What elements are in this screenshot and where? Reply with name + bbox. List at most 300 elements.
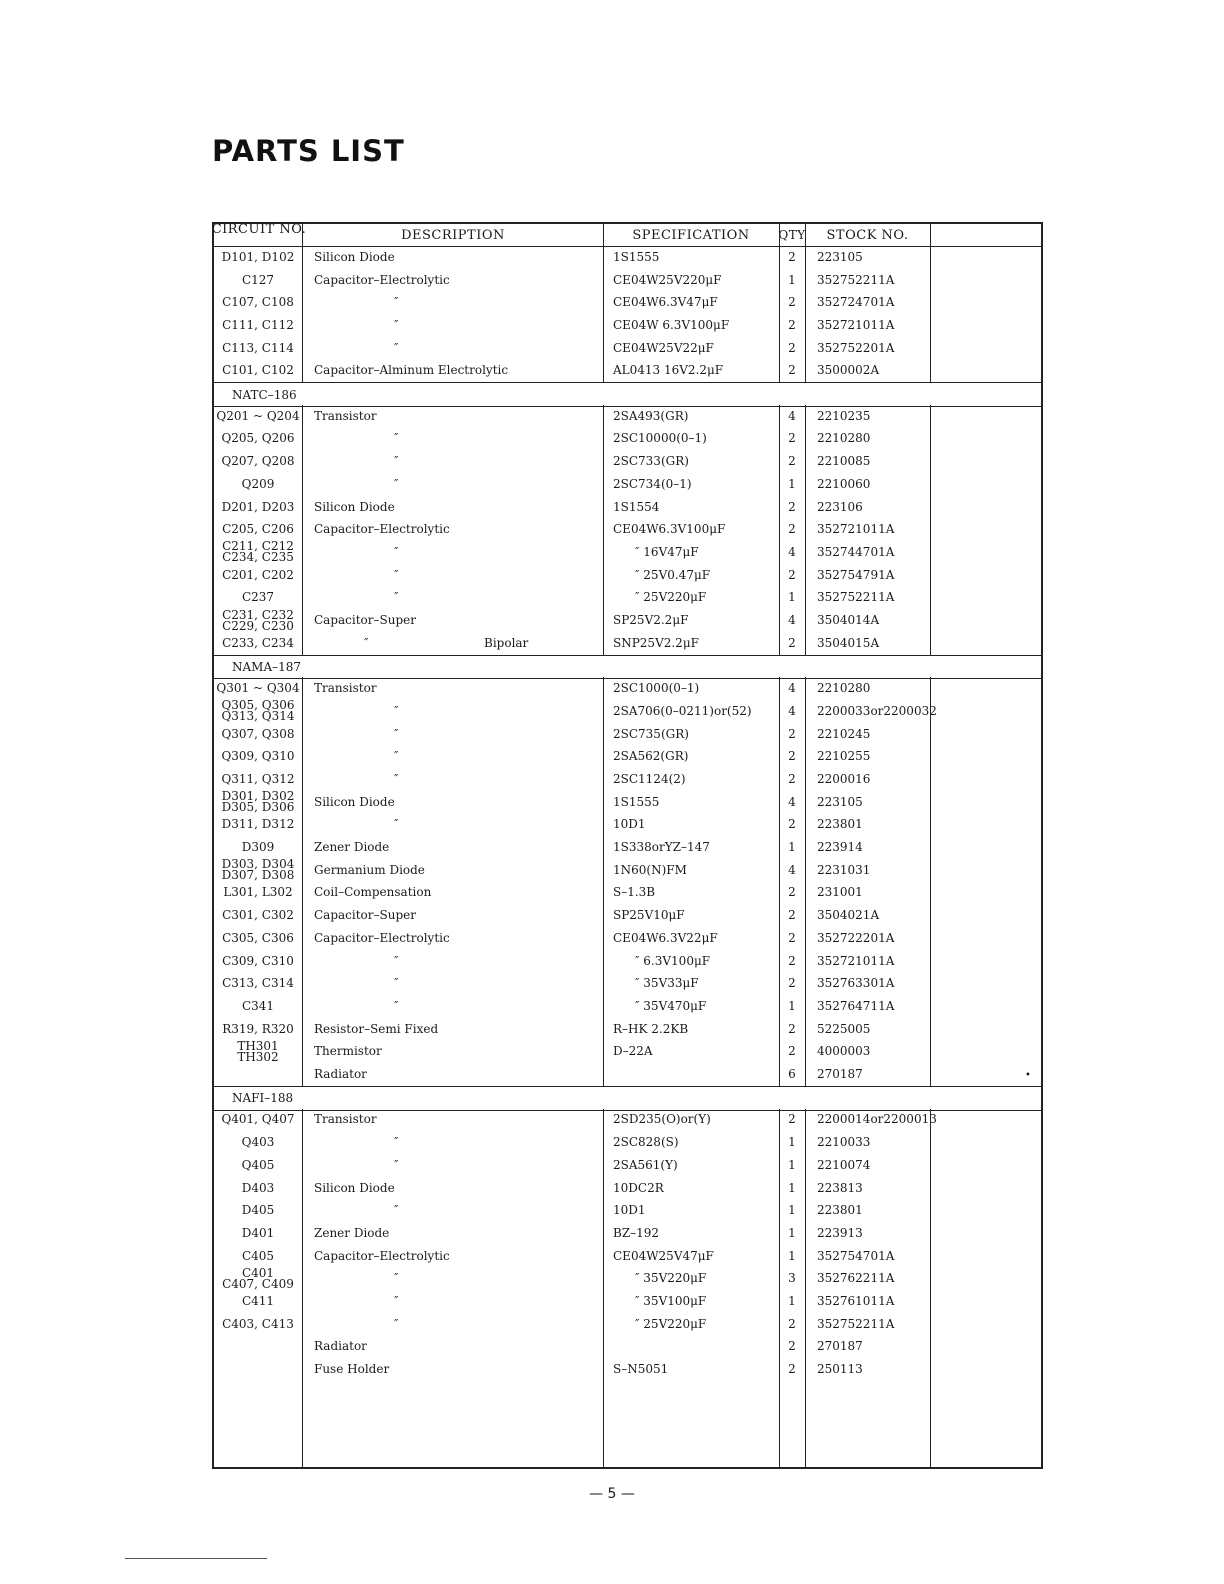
stock-no: 2200014or2200013 bbox=[817, 1112, 937, 1127]
circuit-no-line1: D405 bbox=[241, 1203, 275, 1218]
specification bbox=[613, 1336, 783, 1359]
description-text: Resistor–Semi Fixed bbox=[314, 1021, 439, 1036]
column-rule bbox=[302, 405, 303, 655]
description bbox=[314, 1336, 599, 1359]
qty: 2 bbox=[788, 1044, 796, 1059]
specification-text: CE04W25V47μF bbox=[613, 1248, 714, 1263]
stock-no: 2210255 bbox=[817, 749, 871, 764]
circuit-no-line1: Q401, Q407 bbox=[221, 1112, 295, 1127]
table-row bbox=[214, 291, 1041, 314]
description bbox=[314, 972, 599, 995]
description-text: Capacitor–Super bbox=[314, 613, 416, 628]
specification bbox=[613, 1222, 783, 1245]
circuit-no-line1: Q307, Q308 bbox=[221, 726, 295, 741]
qty: 1 bbox=[788, 1180, 796, 1195]
qty: 4 bbox=[788, 862, 796, 877]
circuit-no-line1: C201, C202 bbox=[222, 567, 294, 582]
table-row bbox=[214, 927, 1041, 950]
stock-no: 352722201A bbox=[817, 930, 895, 945]
circuit-no-line2: Q313, Q314 bbox=[221, 709, 295, 724]
circuit-no bbox=[214, 1245, 302, 1268]
circuit-no-line1: C231, C232 bbox=[222, 607, 294, 622]
stock-no: 2210074 bbox=[817, 1157, 871, 1172]
circuit-no-line1: D309 bbox=[241, 840, 275, 855]
description bbox=[314, 950, 599, 973]
qty: 1 bbox=[788, 272, 796, 287]
specification-text: 10DC2R bbox=[613, 1180, 664, 1195]
description bbox=[314, 450, 599, 473]
specification-text: 10D1 bbox=[613, 1203, 646, 1218]
stock-no: 3500002A bbox=[817, 363, 880, 378]
description-text: ″ bbox=[394, 567, 399, 582]
circuit-no-line1: C301, C302 bbox=[222, 908, 294, 923]
section-label-row bbox=[214, 382, 1041, 407]
description-text: ″ bbox=[394, 998, 399, 1013]
circuit-no bbox=[214, 677, 302, 700]
description-text: Capacitor–Electrolytic bbox=[314, 272, 450, 287]
circuit-no-line1: C113, C114 bbox=[222, 340, 294, 355]
table-row bbox=[214, 859, 1041, 882]
circuit-no-line1: C401 bbox=[241, 1265, 275, 1280]
table-row bbox=[214, 1358, 1041, 1381]
description bbox=[314, 246, 599, 269]
description-text: ″ bbox=[394, 726, 399, 741]
circuit-no-line1: D403 bbox=[241, 1180, 275, 1195]
column-rule bbox=[603, 677, 604, 1086]
specification bbox=[613, 405, 783, 428]
qty: 2 bbox=[788, 1021, 796, 1036]
table-row bbox=[214, 314, 1041, 337]
circuit-no-line1: D201, D203 bbox=[221, 499, 295, 514]
footer-rule bbox=[125, 1558, 267, 1559]
specification-text: 2SA561(Y) bbox=[613, 1157, 678, 1172]
table-row bbox=[214, 1290, 1041, 1313]
table-row bbox=[214, 995, 1041, 1018]
specification-text: SNP25V2.2μF bbox=[613, 635, 699, 650]
description bbox=[314, 859, 599, 882]
circuit-no-line1: C341 bbox=[241, 998, 275, 1013]
specification bbox=[613, 609, 783, 632]
specification bbox=[613, 1041, 783, 1064]
column-rule bbox=[779, 405, 780, 655]
circuit-no bbox=[214, 291, 302, 314]
table-row bbox=[214, 950, 1041, 973]
specification-text: ″ 35V470μF bbox=[635, 998, 707, 1013]
table-row bbox=[214, 1063, 1041, 1086]
description-text: Silicon Diode bbox=[314, 499, 395, 514]
column-rule bbox=[779, 224, 780, 382]
description-text: ″ bbox=[394, 431, 399, 446]
description bbox=[314, 291, 599, 314]
description-text: Coil–Compensation bbox=[314, 885, 432, 900]
circuit-no bbox=[214, 541, 302, 564]
parts-table bbox=[212, 222, 1043, 1469]
circuit-no-line1: C107, C108 bbox=[222, 295, 294, 310]
description bbox=[314, 587, 599, 610]
header-stock-no: STOCK NO. bbox=[826, 227, 909, 243]
table-row bbox=[214, 541, 1041, 564]
stock-no: 231001 bbox=[817, 885, 863, 900]
qty: 2 bbox=[788, 1339, 796, 1354]
circuit-no-line1: Q205, Q206 bbox=[221, 431, 295, 446]
stock-no: 352721011A bbox=[817, 953, 895, 968]
specification-text: CE04W6.3V47μF bbox=[613, 295, 718, 310]
circuit-no-line1: L301, L302 bbox=[223, 885, 293, 900]
table-row bbox=[214, 723, 1041, 746]
circuit-no-line1: Q207, Q208 bbox=[221, 454, 295, 469]
page-title: PARTS LIST bbox=[212, 134, 405, 168]
specification-text: 10D1 bbox=[613, 817, 646, 832]
circuit-no bbox=[214, 337, 302, 360]
column-rule bbox=[302, 1109, 303, 1467]
qty: 6 bbox=[788, 1067, 796, 1082]
description bbox=[314, 1177, 599, 1200]
description-text: Radiator bbox=[314, 1339, 367, 1354]
circuit-no bbox=[214, 768, 302, 791]
specification bbox=[613, 677, 783, 700]
description bbox=[314, 1199, 599, 1222]
stock-no: 352744701A bbox=[817, 544, 895, 559]
specification bbox=[613, 927, 783, 950]
circuit-no bbox=[214, 745, 302, 768]
description-text: ″ bbox=[394, 1271, 399, 1286]
stock-no: 223914 bbox=[817, 840, 863, 855]
table-row bbox=[214, 1177, 1041, 1200]
specification bbox=[613, 246, 783, 269]
circuit-no bbox=[214, 1018, 302, 1041]
circuit-no-line1: D311, D312 bbox=[221, 817, 295, 832]
circuit-no bbox=[214, 972, 302, 995]
table-row bbox=[214, 632, 1041, 655]
description-text: Fuse Holder bbox=[314, 1362, 390, 1377]
circuit-no bbox=[214, 927, 302, 950]
qty: 2 bbox=[788, 249, 796, 264]
description bbox=[314, 1154, 599, 1177]
description-text: ″ bbox=[394, 340, 399, 355]
specification-text: 2SC828(S) bbox=[613, 1135, 679, 1150]
qty: 3 bbox=[788, 1271, 796, 1286]
specification bbox=[613, 1131, 783, 1154]
qty: 2 bbox=[788, 522, 796, 537]
circuit-no-line1: C237 bbox=[241, 590, 275, 605]
stock-no: 223801 bbox=[817, 1203, 863, 1218]
table-row bbox=[214, 1038, 1041, 1064]
stock-no: 250113 bbox=[817, 1362, 863, 1377]
specification-text: CE04W25V220μF bbox=[613, 272, 722, 287]
section-label: NATC–186 bbox=[232, 387, 297, 402]
specification bbox=[613, 836, 783, 859]
circuit-no bbox=[214, 314, 302, 337]
specification bbox=[613, 791, 783, 814]
column-rule bbox=[603, 405, 604, 655]
description-text: Zener Diode bbox=[314, 1225, 390, 1240]
qty: 1 bbox=[788, 1157, 796, 1172]
stock-no: 2200033or2200032 bbox=[817, 703, 937, 718]
circuit-no-line1: Q305, Q306 bbox=[221, 698, 295, 713]
qty: 2 bbox=[788, 317, 796, 332]
description-text: Radiator bbox=[314, 1067, 367, 1082]
qty: 4 bbox=[788, 703, 796, 718]
specification bbox=[613, 1268, 783, 1291]
table-row bbox=[214, 1199, 1041, 1222]
section-label-row bbox=[214, 655, 1041, 680]
qty: 2 bbox=[788, 771, 796, 786]
column-rule bbox=[805, 1109, 806, 1467]
specification bbox=[613, 450, 783, 473]
stock-no: 352752211A bbox=[817, 272, 895, 287]
specification-text: 1S1555 bbox=[613, 249, 660, 264]
specification-text: CE04W 6.3V100μF bbox=[613, 317, 730, 332]
table-row bbox=[214, 587, 1041, 610]
circuit-no-line1: Q311, Q312 bbox=[221, 771, 295, 786]
specification-text: CE04W25V22μF bbox=[613, 340, 714, 355]
circuit-no-line2: C407, C409 bbox=[222, 1276, 294, 1291]
description-text: ″ bbox=[394, 953, 399, 968]
qty: 4 bbox=[788, 794, 796, 809]
description bbox=[314, 541, 599, 564]
circuit-no-line1: D301, D302 bbox=[221, 789, 295, 804]
qty: 2 bbox=[788, 635, 796, 650]
specification-text: S–1.3B bbox=[613, 885, 656, 900]
circuit-no bbox=[214, 700, 302, 723]
table-row bbox=[214, 791, 1041, 814]
circuit-no-line1: TH301 bbox=[237, 1038, 279, 1053]
circuit-no-line1: C111, C112 bbox=[222, 317, 294, 332]
table-row bbox=[214, 904, 1041, 927]
column-rule bbox=[930, 405, 931, 655]
qty: 4 bbox=[788, 681, 796, 696]
circuit-no-line1: Q309, Q310 bbox=[221, 749, 295, 764]
stock-no: 4000003 bbox=[817, 1044, 871, 1059]
description-text: ″ bbox=[394, 817, 399, 832]
circuit-no bbox=[214, 1131, 302, 1154]
specification-text: ″ 35V33μF bbox=[635, 976, 699, 991]
table-row bbox=[214, 450, 1041, 473]
circuit-no bbox=[214, 1109, 302, 1132]
circuit-no-line1: C211, C212 bbox=[222, 539, 294, 554]
qty: 2 bbox=[788, 454, 796, 469]
specification bbox=[613, 882, 783, 905]
specification bbox=[613, 1177, 783, 1200]
table-row bbox=[214, 269, 1041, 292]
specification bbox=[613, 496, 783, 519]
description bbox=[314, 1313, 599, 1336]
table-row bbox=[214, 246, 1041, 269]
stock-no: 2210085 bbox=[817, 454, 871, 469]
circuit-no bbox=[214, 405, 302, 428]
specification bbox=[613, 904, 783, 927]
specification bbox=[613, 745, 783, 768]
specification bbox=[613, 723, 783, 746]
table-row bbox=[214, 337, 1041, 360]
circuit-no-line1: D401 bbox=[241, 1225, 275, 1240]
specification-text: 2SA562(GR) bbox=[613, 749, 689, 764]
qty: 1 bbox=[788, 1225, 796, 1240]
specification bbox=[613, 1154, 783, 1177]
description-text: ″ bbox=[394, 454, 399, 469]
description bbox=[314, 337, 599, 360]
qty: 2 bbox=[788, 499, 796, 514]
specification bbox=[613, 768, 783, 791]
description-text: ″ bbox=[394, 476, 399, 491]
specification-text: ″ 35V220μF bbox=[635, 1271, 707, 1286]
table-row bbox=[214, 564, 1041, 587]
specification-text: ″ 35V100μF bbox=[635, 1294, 707, 1309]
table-row bbox=[214, 677, 1041, 700]
specification-text: 2SC735(GR) bbox=[613, 726, 689, 741]
table-row bbox=[214, 972, 1041, 995]
description-text: Capacitor–Alminum Electrolytic bbox=[314, 363, 509, 378]
description bbox=[314, 564, 599, 587]
specification bbox=[613, 1063, 783, 1086]
qty: 2 bbox=[788, 1112, 796, 1127]
specification-text: 1N60(N)FM bbox=[613, 862, 687, 877]
table-row bbox=[214, 405, 1041, 428]
specification bbox=[613, 995, 783, 1018]
description bbox=[314, 632, 599, 655]
specification-text: CE04W6.3V100μF bbox=[613, 522, 726, 537]
column-rule bbox=[779, 1109, 780, 1467]
specification-text: ″ 25V0.47μF bbox=[635, 567, 711, 582]
column-rule bbox=[805, 405, 806, 655]
table-row bbox=[214, 1154, 1041, 1177]
circuit-no bbox=[214, 1154, 302, 1177]
specification bbox=[613, 587, 783, 610]
stock-no: 2210280 bbox=[817, 431, 871, 446]
specification bbox=[613, 1313, 783, 1336]
qty: 2 bbox=[788, 431, 796, 446]
stock-no: 270187 bbox=[817, 1067, 863, 1082]
stock-no: 223813 bbox=[817, 1180, 863, 1195]
description-text: ″ bbox=[394, 317, 399, 332]
specification bbox=[613, 337, 783, 360]
specification bbox=[613, 291, 783, 314]
stock-no: 223105 bbox=[817, 794, 863, 809]
description bbox=[314, 995, 599, 1018]
column-rule bbox=[302, 677, 303, 1086]
table-row bbox=[214, 473, 1041, 496]
stock-no: 223801 bbox=[817, 817, 863, 832]
description-text: ″ bbox=[394, 544, 399, 559]
specification-text: 2SC1124(2) bbox=[613, 771, 686, 786]
circuit-no-line2: C234, C235 bbox=[222, 550, 294, 565]
stock-no: 352752211A bbox=[817, 1316, 895, 1331]
table-row bbox=[214, 745, 1041, 768]
description bbox=[314, 1018, 599, 1041]
specification bbox=[613, 518, 783, 541]
header-description: DESCRIPTION bbox=[401, 227, 505, 243]
description bbox=[314, 745, 599, 768]
stock-no: 352721011A bbox=[817, 522, 895, 537]
description bbox=[314, 1358, 599, 1381]
specification bbox=[613, 1358, 783, 1381]
header-qty: QTY bbox=[778, 227, 806, 242]
description-text: ″ bbox=[394, 1135, 399, 1150]
description bbox=[314, 1290, 599, 1313]
specification-text: ″ 25V220μF bbox=[635, 1316, 707, 1331]
circuit-no-line1: C101, C102 bbox=[222, 363, 294, 378]
column-rule bbox=[930, 224, 931, 382]
description-text: ″ bbox=[364, 635, 369, 650]
stock-no: 3504015A bbox=[817, 635, 880, 650]
stock-no: 3504021A bbox=[817, 908, 880, 923]
circuit-no-line1: C233, C234 bbox=[222, 635, 294, 650]
circuit-no-line1: D303, D304 bbox=[221, 857, 295, 872]
circuit-no bbox=[214, 632, 302, 655]
column-rule bbox=[930, 677, 931, 1086]
stock-no: 2210245 bbox=[817, 726, 871, 741]
table-row bbox=[214, 1222, 1041, 1245]
specification-text: 2SC734(0–1) bbox=[613, 476, 692, 491]
description bbox=[314, 428, 599, 451]
specification-text: 2SA706(0–0211)or(52) bbox=[613, 703, 752, 718]
circuit-no bbox=[214, 564, 302, 587]
circuit-no-line1: C205, C206 bbox=[222, 522, 294, 537]
stock-no: 352752211A bbox=[817, 590, 895, 605]
specification-text: SP25V2.2μF bbox=[613, 613, 689, 628]
table-row bbox=[214, 1313, 1041, 1336]
table-row bbox=[214, 1265, 1041, 1291]
description bbox=[314, 1109, 599, 1132]
table-header-row bbox=[211, 222, 1041, 247]
description-text: ″ bbox=[394, 590, 399, 605]
circuit-no-line1: C405 bbox=[241, 1248, 275, 1263]
table-row bbox=[214, 836, 1041, 859]
circuit-no bbox=[214, 1222, 302, 1245]
specification bbox=[613, 950, 783, 973]
qty: 2 bbox=[788, 885, 796, 900]
circuit-no bbox=[214, 791, 302, 814]
qty: 1 bbox=[788, 1294, 796, 1309]
circuit-no bbox=[214, 1336, 302, 1359]
specification-text: ″ 6.3V100μF bbox=[635, 953, 711, 968]
table-row bbox=[214, 360, 1041, 383]
specification bbox=[613, 1018, 783, 1041]
qty: 2 bbox=[788, 908, 796, 923]
description bbox=[314, 269, 599, 292]
qty: 1 bbox=[788, 1203, 796, 1218]
qty: 2 bbox=[788, 363, 796, 378]
description bbox=[314, 1041, 599, 1064]
description bbox=[314, 496, 599, 519]
description-text: Capacitor–Electrolytic bbox=[314, 930, 450, 945]
specification bbox=[613, 1109, 783, 1132]
description-text: Capacitor–Electrolytic bbox=[314, 522, 450, 537]
table-row bbox=[214, 1109, 1041, 1132]
column-rule bbox=[805, 224, 806, 382]
section-label: NAFI–188 bbox=[232, 1091, 294, 1106]
description bbox=[314, 882, 599, 905]
description-text: ″ bbox=[394, 976, 399, 991]
qty: 2 bbox=[788, 953, 796, 968]
table-row bbox=[214, 814, 1041, 837]
circuit-no-line2: D307, D308 bbox=[221, 868, 295, 883]
qty: 2 bbox=[788, 1362, 796, 1377]
description-text: ″ bbox=[394, 771, 399, 786]
circuit-no-line1: D101, D102 bbox=[221, 249, 295, 264]
table-row bbox=[214, 1336, 1041, 1359]
specification-text: 1S1554 bbox=[613, 499, 660, 514]
circuit-no bbox=[214, 859, 302, 882]
description-text: Zener Diode bbox=[314, 840, 390, 855]
circuit-no bbox=[214, 269, 302, 292]
specification bbox=[613, 564, 783, 587]
stock-no: 2210060 bbox=[817, 476, 871, 491]
specification-text: ″ 16V47μF bbox=[635, 544, 699, 559]
description bbox=[314, 791, 599, 814]
qty: 4 bbox=[788, 613, 796, 628]
stock-no: 352762211A bbox=[817, 1271, 895, 1286]
